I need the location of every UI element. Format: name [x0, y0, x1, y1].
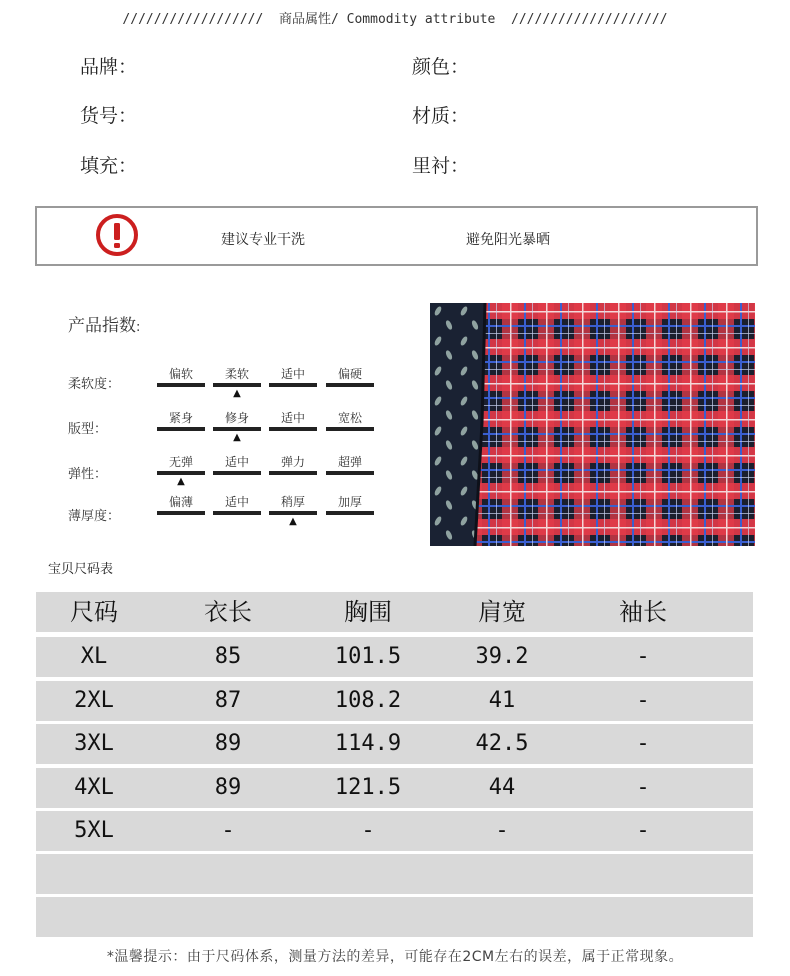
table-cell: 2XL: [74, 688, 114, 713]
table-row: [36, 681, 753, 721]
table-cell: -: [221, 818, 235, 843]
index-option: 稍厚: [280, 495, 305, 509]
section-header: [0, 8, 790, 27]
index-option: 柔软: [224, 367, 249, 381]
index-option: 紧身: [168, 411, 193, 425]
index-label: 薄厚度：: [68, 509, 121, 524]
attr-item-no: 货号：: [80, 105, 138, 127]
index-bar: [326, 471, 374, 475]
table-cell: 5XL: [74, 818, 114, 843]
table-row: [36, 768, 753, 808]
table-cell: 42.5: [475, 731, 529, 756]
table-row: [36, 811, 753, 851]
index-title: 产品指数:: [68, 316, 141, 336]
size-table-header-cell: 肩宽: [478, 598, 526, 626]
header-title-en: Commodity attribute: [346, 12, 496, 27]
table-cell: 85: [214, 644, 242, 669]
size-table-header-cell: 袖长: [619, 598, 667, 626]
table-cell: 89: [214, 775, 242, 800]
index-bar: [157, 383, 205, 387]
size-table-header: [36, 592, 753, 632]
size-table-title: 宝贝尺码表: [48, 562, 114, 577]
index-bar: [213, 511, 261, 515]
table-cell: -: [636, 818, 650, 843]
index-bar: [269, 427, 317, 431]
index-label: 弹性：: [68, 467, 108, 482]
header-title-cn: 商品属性: [278, 12, 331, 27]
index-bar: [157, 427, 205, 431]
index-option: 修身: [224, 411, 249, 425]
index-option: 加厚: [337, 495, 362, 509]
table-cell: 108.2: [334, 688, 402, 713]
index-bar: [326, 511, 374, 515]
header-left-rule: //////////////////: [122, 12, 264, 27]
fabric-photo: [430, 303, 755, 546]
attr-material: 材质：: [412, 105, 470, 127]
index-option: 偏软: [168, 367, 193, 381]
table-row: [36, 637, 753, 677]
index-bar: [269, 471, 317, 475]
attr-lining: 里衬：: [412, 155, 470, 177]
index-option: 超弹: [337, 455, 362, 469]
table-cell: 89: [214, 731, 242, 756]
index-bar: [213, 383, 261, 387]
table-cell: -: [636, 731, 650, 756]
care-box: [35, 206, 758, 266]
table-cell: 121.5: [334, 775, 402, 800]
table-cell: 44: [488, 775, 516, 800]
size-note: *温馨提示：由于尺码体系，测量方法的差异，可能存在2CM左右的误差，属于正常现象。: [106, 949, 684, 965]
index-bar: [269, 383, 317, 387]
index-bar: [213, 471, 261, 475]
header-separator: /: [330, 12, 339, 27]
table-cell: -: [636, 644, 650, 669]
index-option: 适中: [224, 455, 249, 469]
table-cell: 41: [488, 688, 516, 713]
header-right-rule: ////////////////////: [511, 12, 668, 27]
size-table-header-cell: 尺码: [70, 598, 118, 626]
table-cell: 101.5: [334, 644, 402, 669]
table-row: [36, 897, 753, 937]
table-cell: XL: [80, 644, 108, 669]
attr-filling: 填充：: [80, 155, 138, 177]
index-option: 偏硬: [337, 367, 362, 381]
table-row: [36, 724, 753, 764]
table-cell: 3XL: [74, 731, 114, 756]
index-bar: [326, 427, 374, 431]
index-bar: [157, 471, 205, 475]
index-option: 偏薄: [168, 495, 193, 509]
index-selected-marker: ▲: [289, 516, 297, 527]
table-cell: 87: [214, 688, 242, 713]
index-selected-marker: ▲: [233, 432, 241, 443]
index-bar: [326, 383, 374, 387]
care-tip-dry-clean: 建议专业干洗: [221, 232, 305, 248]
index-option: 适中: [280, 411, 305, 425]
size-table-header-cell: 胸围: [344, 598, 392, 626]
index-option: 适中: [224, 495, 249, 509]
table-cell: -: [361, 818, 375, 843]
index-bar: [213, 427, 261, 431]
index-label: 柔软度：: [68, 377, 121, 392]
index-bar: [157, 511, 205, 515]
table-cell: 4XL: [74, 775, 114, 800]
index-option: 弹力: [280, 455, 305, 469]
table-cell: 114.9: [334, 731, 402, 756]
table-cell: -: [636, 775, 650, 800]
index-selected-marker: ▲: [177, 476, 185, 487]
index-selected-marker: ▲: [233, 388, 241, 399]
attr-brand: 品牌：: [80, 56, 138, 78]
care-tip-avoid-sun: 避免阳光暴晒: [466, 232, 550, 248]
index-option: 无弹: [168, 455, 193, 469]
table-cell: 39.2: [475, 644, 529, 669]
attr-color: 颜色：: [412, 56, 470, 78]
size-table-header-cell: 衣长: [204, 598, 252, 626]
index-bar: [269, 511, 317, 515]
table-cell: -: [495, 818, 509, 843]
exclamation-circle-icon: [95, 213, 139, 257]
index-option: 宽松: [337, 411, 362, 425]
table-cell: -: [636, 688, 650, 713]
table-row: [36, 854, 753, 894]
index-label: 版型：: [68, 422, 108, 437]
index-option: 适中: [280, 367, 305, 381]
